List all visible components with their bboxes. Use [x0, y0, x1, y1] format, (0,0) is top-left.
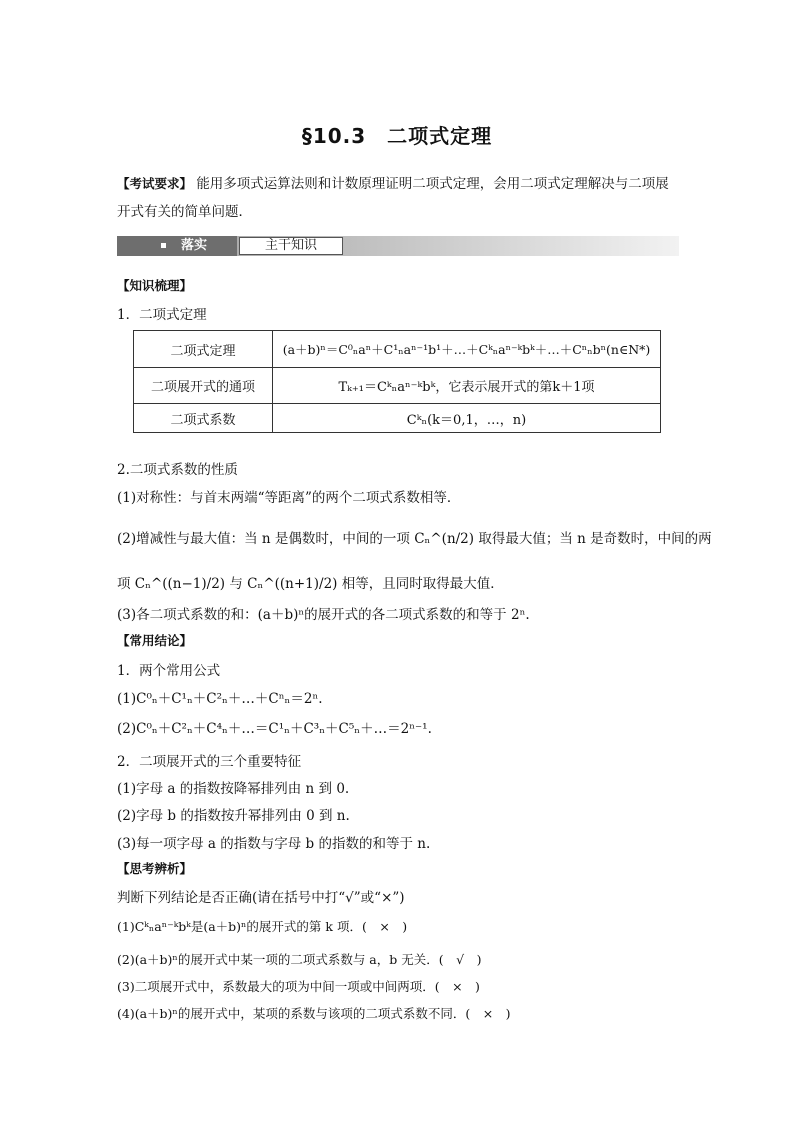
- heading-think: 【思考辨析】: [117, 861, 193, 876]
- theorem-table: [133, 330, 661, 433]
- banner-right: 主干知识: [239, 237, 343, 255]
- table-row: [134, 368, 661, 404]
- judge-item: (1)Cᵏₙaⁿ⁻ᵏbᵏ是(a＋b)ⁿ的展开式的第 k 项．( × ): [117, 919, 408, 934]
- property-sum: (3)各二项式系数的和：(a＋b)ⁿ的展开式的各二项式系数的和等于 2ⁿ.: [117, 607, 530, 623]
- formula-1: (1)C⁰ₙ＋C¹ₙ＋C²ₙ＋…＋Cⁿₙ＝2ⁿ.: [117, 691, 323, 707]
- table-cell: (a＋b)ⁿ＝C⁰ₙaⁿ＋C¹ₙaⁿ⁻¹b¹＋…＋Cᵏₙaⁿ⁻ᵏbᵏ＋…＋Cⁿₙbⁿ(n∈N*): [273, 331, 661, 368]
- section-banner: [117, 236, 679, 258]
- feature-1: (1)字母 a 的指数按降幂排列由 n 到 0.: [117, 781, 350, 797]
- requirement-text: 能用多项式运算法则和计数原理证明二项式定理，会用二项式定理解决与二项展开式有关的简单问题．: [117, 176, 669, 220]
- judge-item: (3)二项展开式中，系数最大的项为中间一项或中间两项．( × ): [117, 979, 480, 994]
- table-row: [134, 331, 661, 368]
- features-heading: 2．二项展开式的三个重要特征: [117, 754, 302, 770]
- heading-properties: 2.二项式系数的性质: [117, 462, 238, 478]
- table-cell: 二项展开式的通项: [134, 368, 273, 404]
- banner-left: 落实: [117, 236, 237, 256]
- judge-item: (4)(a＋b)ⁿ的展开式中，某项的系数与该项的二项式系数不同．( × ): [117, 1006, 511, 1021]
- judge-item: (2)(a＋b)ⁿ的展开式中某一项的二项式系数与 a，b 无关．( √ ): [117, 952, 482, 967]
- table-cell: 二项式系数: [134, 404, 273, 433]
- table-row: [134, 404, 661, 433]
- table-cell: 二项式定理: [134, 331, 273, 368]
- page-title: §10.3 二项式定理: [301, 124, 493, 148]
- heading-common: 【常用结论】: [117, 633, 193, 648]
- table-cell: Tₖ₊₁＝Cᵏₙaⁿ⁻ᵏbᵏ，它表示展开式的第k＋1项: [273, 368, 661, 404]
- feature-3: (3)每一项字母 a 的指数与字母 b 的指数的和等于 n.: [117, 836, 431, 852]
- exam-requirement: [117, 170, 679, 226]
- heading-knowledge: 【知识梳理】: [117, 278, 193, 293]
- common-formulas: 1．两个常用公式: [117, 663, 221, 679]
- property-monotonic-cont: 项 Cₙ^((n−1)/2) 与 Cₙ^((n+1)/2) 相等，且同时取得最大值．: [117, 576, 504, 592]
- bullet-icon: [161, 243, 166, 248]
- requirement-tag: 【考试要求】: [117, 176, 193, 191]
- table-cell: Cᵏₙ(k＝0,1，…，n): [273, 404, 661, 433]
- feature-2: (2)字母 b 的指数按升幂排列由 0 到 n.: [117, 808, 350, 824]
- formula-2: (2)C⁰ₙ＋C²ₙ＋C⁴ₙ＋…＝C¹ₙ＋C³ₙ＋C⁵ₙ＋…＝2ⁿ⁻¹.: [117, 721, 432, 737]
- property-symmetry: (1)对称性：与首末两端“等距离”的两个二项式系数相等．: [117, 490, 461, 506]
- property-monotonic: (2)增减性与最大值：当 n 是偶数时，中间的一项 Cₙ^(n/2) 取得最大值；当 n 是奇数时，中间的两: [117, 531, 712, 547]
- heading-binomial-theorem: 1．二项式定理: [117, 307, 207, 323]
- judge-intro: 判断下列结论是否正确(请在括号中打“√”或“×”): [117, 890, 405, 906]
